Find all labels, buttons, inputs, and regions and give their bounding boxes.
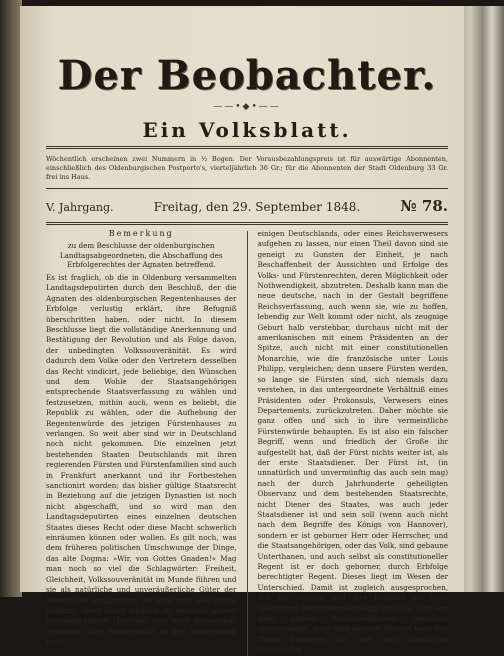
issue-year: V. Jahrgang. [46,201,114,214]
masthead-title: Der Beobachter. [57,52,437,99]
issue-number: № 78. [400,197,448,215]
issue-rule [46,222,448,225]
newspaper-page [20,6,464,655]
article-heading-sub: zu dem Beschlusse der oldenburgischen Landtagsabgeordneten, die Abschaffung des Erbfolgerechtes der Agnaten betreffend. [59,241,223,270]
left-column [46,229,237,656]
right-column [258,229,449,656]
masthead-subtitle: Ein Volksblatt. [142,118,352,142]
column-separator [247,231,248,656]
masthead-ornament: ——•◆•—— [213,102,281,112]
notice-rule [46,188,448,189]
article-columns [46,229,448,656]
article-heading: Bemerkung [108,229,174,238]
right-column-text: einigen Deutschlands, oder eines Reichsverwesers aufgehen zu lassen, nur einen Theil davon sind sie geneigt zu Gunsten der Einheit, je nach Beschaffenheit der Aussichten und Erfolge des Volks- und Fürstenrechten, deren Möglichkeit oder Nothwendigkeit, abzutreten. Deshalb kann man die neue deutsche, nach in der Gestalt begriffene Reichsverfassung, auch wenn sie, wie zu hoffen, lebendig zur Welt kommt oder nicht, als zeugnige Geburt halb verstehbar, durchaus nicht mit der amerikanischen mit einem Präsidenten an der Spitze, auch nicht mit einer constitutionellen Monarchie, wie die französische unter Louis Philipp, vergleichen; denn unsere Fürsten werden, so lange sie Fürsten sind, sich niemals dazu verstehen, in das untergeordnete Verhältniß eines Präsidenten oder Prokonsuls, Verwesers eines Departements, zurückzutreten. Daher möchte sie ganz offen und sich in ihre vermeintliche Fürstenwürde behaupten. Es ist also ein falscher Begriff, wenn und friedlich der Große ihr aufgestellt hat, daß der Fürst nichts weiter ist, als der erste Staatsdiener. Der Fürst ist, (in unnatürlich und unvermünftig das auch sein mag) nach der durch Jahrhunderte geheiligten Observanz und dem bestehenden Staatsrechte, nicht Diener des Staates, was auch jeder Staatsdiener ist und sein soll (wenn auch nicht nach dem Begriffe des Königs von Hannover), sondern er ist geborner Herr oder Herrscher, und die Staatsangehörigen, oder das Volk, sind gebaune Unterthanen, und auch selbst als constitutioneller Regent ist er doch geborner, durch Erbfolge berechtigter Regent. Dieses liegt im Wesen der Unterschied. Damit ist zugleich ausgesprochen, daß die Fürsten und ihre Familien ein ganz besonderes Menschengeschlecht sind, das sich von allen andern Menschenklassen spezifisch unterscheidet; denn kein anderer Mensch kann den Thron besteigen als wer von fürstlichen Geschlechte [257,229,448,655]
book-binding-edge [0,0,22,597]
issue-date: Freitag, den 29. September 1848. [153,200,361,214]
subscription-notice: Wöchentlich erscheinen zwei Nummern in ½ Bogen. Der Vorausbezahlungspreis ist für auswärtige Abonnenten, einschließlich des Oldenburgischen Postporto's, vierteljährlich 36 Gr.; für die Abonnenten der Stadt Oldenburg 33 Gr. frei ins Haus. [46,155,448,181]
issue-bar [46,193,448,218]
top-rule [46,146,448,149]
left-column-text: Es ist fraglich, ob die in Oldenburg versammelten Landtagsdeputirten durch den Beschluß, der die Agnaten des oldenburgischen Regentenhauses der Erbfolge verlustig erklärt, ihre Befugniß überschritten haben, oder nicht. In diesem Beschlusse liegt die vollständige Anerkennung und Bestätigung der Revolution und als Folge davon, der unbedingten Volkssouveränität. Es wird dadurch dem Volke oder den Vertretern desselben das Recht vindicirt, jede beliebige, den Wünschen und dem Wohle der Staatsangehörigen entsprechende Staatsverfassung zu wählen und festzusetzen, mithin auch, wenn es beliebt, die Republik zu wählen, oder die Aufhebung der Regentenwürde des jetzigen Fürstenhauses zu verlangen. So weit aber sind wir in Deutschland noch nicht gekommen. Die einzelnen jetzt bestehenden Staaten Deutschlands mit ihren regierenden Fürsten und Fürstenfamilien sind auch in Frankfurt anerkannt und ihr Fortbestehen sanctionirt worden; das bisher gültige Staatsrecht in Beziehung auf die jetzigen Dynastien ist noch nicht abgeschafft, und so wird man den Landtagsdeputirten eines einzelnen deutschen Staates dieses Recht oder diese Macht schwerlich einräumen können oder wollen. Es gilt noch, was dem früheren politischen Umschwunge der Dinge, das alte Dogma: »Wir, von Gottes Gnaden!« Mag man noch so viel die Schlagwörter: Freiheit, Gleichheit, Volkssouveränität im Munde führen und sie als natürliche und unveräußerliche Güter der Menschheit proclamiren; wir sind noch weit davon entfernt, diese Güter wirklich zu besitzen; unsere Vierunddreißiger (Fürsten) sind noch keineswegs gesonnen, ihre Souveränität in der Souveränität eines [46,272,237,647]
